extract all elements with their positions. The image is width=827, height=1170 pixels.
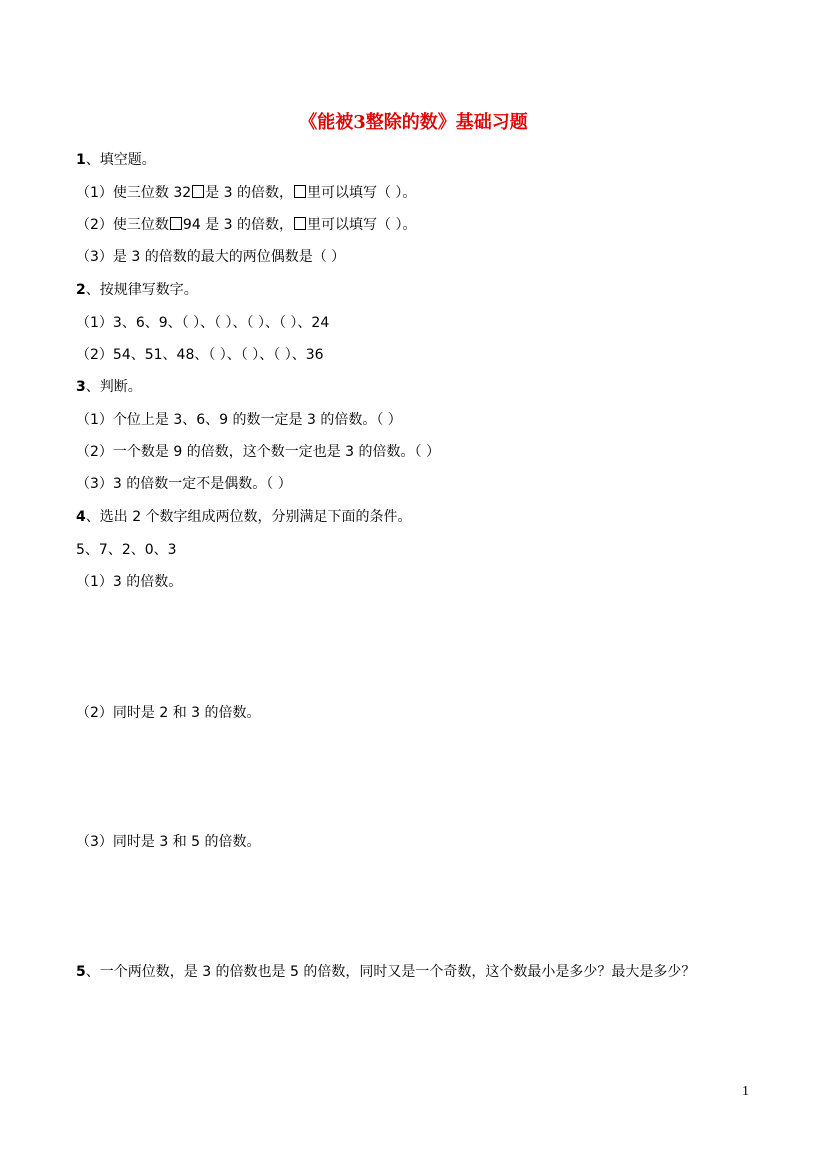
question-text: 、判断。 [85, 379, 142, 395]
question-4-digits: 5、7、2、0、3 [76, 542, 177, 558]
question-2-heading [76, 280, 198, 300]
question-text: 、按规律写数字。 [85, 282, 198, 298]
blank-box [294, 185, 306, 198]
item-text: 里可以填写（ ）。 [306, 185, 417, 201]
question-3-item-3: （3）3 的倍数一定不是偶数。（ ） [76, 476, 292, 492]
page-number: 1 [742, 1084, 749, 1099]
question-number: 2 [76, 282, 86, 298]
question-1-item-1 [76, 183, 416, 203]
item-text: 94 是 3 的倍数， [182, 217, 293, 233]
question-text: 、一个两位数，是 3 的倍数也是 5 的倍数，同时又是一个奇数，这个数最小是多少？最大是多少？ [85, 964, 696, 980]
question-2-item-1: （1）3、6、9、（ ）、（ ）、（ ）、（ ）、24 [76, 315, 330, 331]
question-1-item-2 [76, 215, 416, 235]
question-2-item-2: （2）54、51、48、（ ）、（ ）、（ ）、36 [76, 347, 324, 363]
question-text: 、填空题。 [85, 152, 156, 168]
item-text: （2）使三位数 [76, 217, 169, 233]
item-text: 里可以填写（ ）。 [307, 217, 417, 233]
page-title: 《能被3整除的数》基础习题 [299, 112, 528, 133]
question-3-item-2: （2）一个数是 9 的倍数，这个数一定也是 3 的倍数。（ ） [76, 444, 440, 460]
question-number: 3 [76, 379, 86, 395]
question-1-heading [76, 150, 156, 170]
question-4-item-1: （1）3 的倍数。 [76, 574, 183, 590]
blank-box [192, 185, 204, 198]
question-number: 1 [76, 152, 86, 168]
question-4-heading [76, 507, 412, 527]
item-text: 是 3 的倍数， [205, 185, 293, 201]
question-3-item-1: （1）个位上是 3、6、9 的数一定是 3 的倍数。（ ） [76, 412, 402, 428]
question-3-heading [76, 377, 142, 397]
question-4-item-3: （3）同时是 3 和 5 的倍数。 [76, 834, 261, 850]
question-text: 、选出 2 个数字组成两位数，分别满足下面的条件。 [85, 509, 412, 525]
question-4-item-2: （2）同时是 2 和 3 的倍数。 [76, 705, 261, 721]
blank-box [294, 217, 306, 230]
blank-box [170, 217, 182, 230]
question-number: 4 [76, 509, 86, 525]
question-1-item-3: （3）是 3 的倍数的最大的两位偶数是（ ） [76, 249, 346, 265]
question-5-heading [76, 962, 695, 982]
question-number: 5 [76, 964, 86, 980]
item-text: （1）使三位数 32 [76, 185, 192, 201]
